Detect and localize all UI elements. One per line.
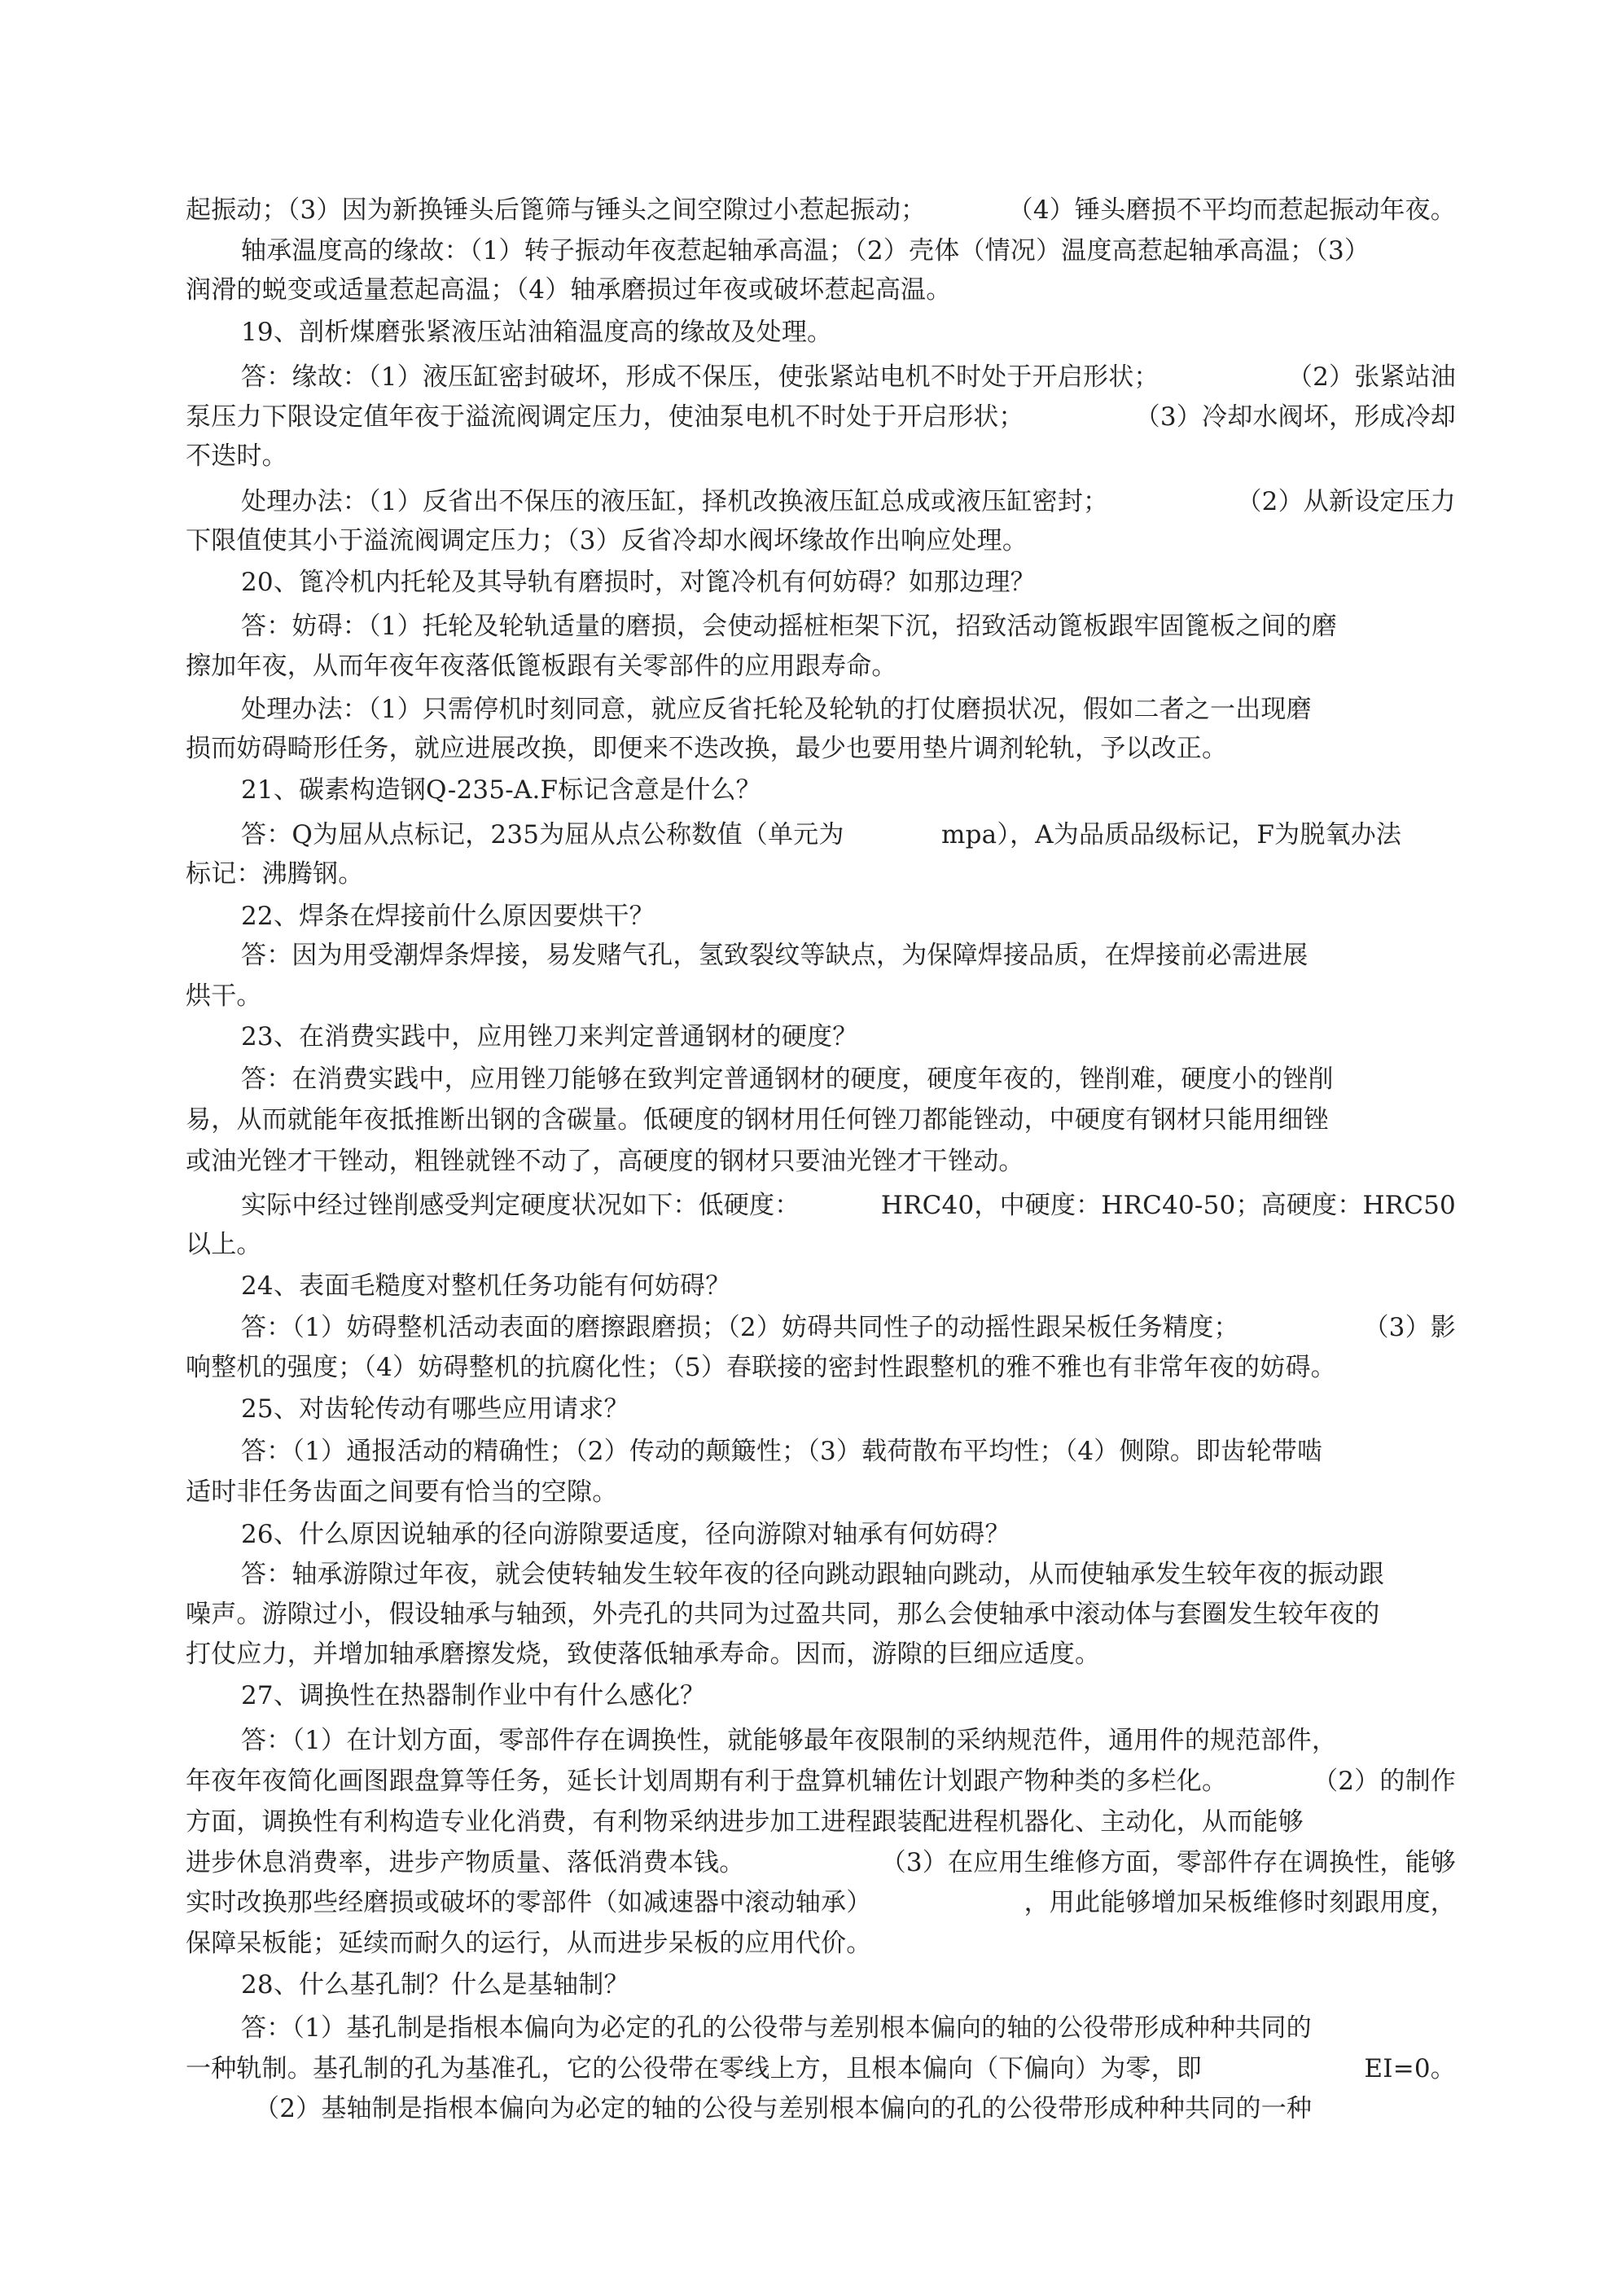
text-segment: 处理办法：（1）反省出不保压的液压缸，择机改换液压缸总成或液压缸密封；: [241, 487, 1109, 516]
text-line: [186, 1931, 1456, 1956]
text-segment: 适时非任务齿面之间要有恰当的空隙。: [186, 1477, 618, 1507]
text-segment: 或油光锉才干锉动，粗锉就锉不动了，高硬度的钢材只要油光锉才干锉动。: [186, 1147, 1024, 1176]
question-heading: [241, 1394, 1456, 1424]
text-segment: （2）基轴制是指根本偏向为必定的轴的公役与差别根本偏向的孔的公役带形成种种共同的一种: [254, 2094, 1313, 2123]
text-segment: 起振动；（3）因为新换锤头后篦筛与锤头之间空隙过小惹起振动；: [186, 195, 927, 225]
text-line: [186, 526, 1456, 555]
question-heading: [241, 775, 1456, 805]
text-line: [186, 1807, 1456, 1837]
text-segment: （2）张紧站油: [1287, 362, 1456, 392]
text-line: [186, 654, 1456, 679]
text-segment: 标记：沸腾钢。: [186, 859, 364, 889]
text-segment: 19、剖析煤磨张紧液压站油箱温度高的缘故及处理。: [241, 318, 833, 347]
text-line: [241, 1562, 1456, 1587]
text-line: [186, 1149, 1456, 1174]
text-line: [186, 1642, 1456, 1667]
text-segment: 一种轨制。基孔制的孔为基准孔，它的公役带在零线上方，且根本偏向（下偏向）为零，即: [186, 2054, 1202, 2083]
text-line: [241, 236, 1456, 266]
text-line: [186, 441, 1456, 471]
text-line: [241, 697, 1456, 722]
text-segment: （3）在应用生维修方面，零部件存在调换性，能够: [880, 1848, 1456, 1877]
text-segment: 处理办法：（1）只需停机时刻同意，就应反省托轮及轮轨的打仗磨损状况，假如二者之一出现磨: [241, 695, 1312, 724]
text-segment: 答：Q为屈从点标记，235为屈从点公称数值（单元为: [241, 820, 844, 849]
text-line: [186, 402, 1456, 432]
text-line: [186, 1850, 1456, 1876]
text-segment: EI=0。: [1364, 2054, 1456, 2083]
text-line: [241, 614, 1456, 639]
text-segment: 答：（1）妨碍整机活动表面的磨擦跟磨损；（2）妨碍共同性子的动摇性跟呆板任务精度；: [241, 1313, 1239, 1342]
text-segment: 27、调换性在热器制作业中有什么感化？: [241, 1681, 706, 1710]
text-line: [241, 489, 1456, 515]
text-line: [186, 981, 1456, 1011]
text-segment: 28、什么基孔制？什么是基轴制？: [241, 1970, 629, 2000]
text-segment: （4）锤头磨损不平均而惹起振动年夜。: [1007, 195, 1456, 225]
text-segment: 实际中经过锉削感受判定硬度状况如下：低硬度：: [241, 1191, 800, 1220]
text-segment: 不迭时。: [186, 441, 287, 471]
text-line: [186, 1355, 1456, 1381]
text-line: [186, 736, 1456, 762]
text-line: [186, 195, 1456, 225]
text-segment: 答：妨碍：（1）托轮及轮轨适量的磨损，会使动摇桩柜架下沉，招致活动篦板跟牢固篦板之间的磨: [241, 612, 1338, 641]
text-line: [186, 2054, 1456, 2083]
text-segment: 答：缘故：（1）液压缸密封破坏，形成不保压，使张紧站电机不时处于开启形状；: [241, 362, 1160, 392]
text-segment: 23、在消费实践中，应用锉刀来判定普通钢材的硬度？: [241, 1022, 858, 1051]
text-segment: 年夜年夜简化画图跟盘算等任务，延长计划周期有利于盘算机辅佐计划跟产物种类的多栏化。: [186, 1767, 1228, 1796]
text-segment: 轴承温度高的缘故：（1）转子振动年夜惹起轴承高温；（2）壳体（情况）温度高惹起轴承高温；（3）: [241, 236, 1370, 266]
text-line: [241, 1728, 1456, 1754]
text-line: [186, 275, 1456, 305]
text-segment: 22、焊条在焊接前什么原因要烘干？: [241, 902, 655, 931]
text-line: [186, 1890, 1456, 1916]
text-line: [241, 1439, 1456, 1464]
text-segment: 噪声。游隙过小，假设轴承与轴颈，外壳孔的共同为过盈共同，那么会使轴承中滚动体与套圈发生较年夜的: [186, 1600, 1380, 1629]
question-heading: [241, 1522, 1456, 1547]
text-segment: 进步休息消费率，进步产物质量、落低消费本钱。: [186, 1848, 745, 1877]
text-segment: 擦加年夜，从而年夜年夜落低篦板跟有关零部件的应用跟寿命。: [186, 652, 897, 681]
text-segment: 损而妨碍畸形任务，就应进展改换，即便来不迭改换，最少也要用垫片调剂轮轨，予以改正。: [186, 734, 1228, 763]
question-heading: [241, 1022, 1456, 1051]
text-segment: 25、对齿轮传动有哪些应用请求？: [241, 1394, 629, 1424]
text-segment: 泵压力下限设定值年夜于溢流阀调定压力，使油泵电机不时处于开启形状；: [186, 402, 1024, 432]
question-heading: [241, 1681, 1456, 1710]
text-segment: 方面，调换性有利构造专业化消费，有利物采纳进步加工进程跟装配进程机器化、主动化，从而能够: [186, 1807, 1304, 1837]
text-line: [254, 2096, 1456, 2122]
text-segment: 答：（1）在计划方面，零部件存在调换性，就能够最年夜限制的采纳规范件，通用件的规范部件，: [241, 1726, 1338, 1755]
text-segment: （3）影: [1363, 1313, 1456, 1342]
question-heading: [241, 1970, 1456, 2000]
text-segment: 26、什么原因说轴承的径向游隙要适度，径向游隙对轴承有何妨碍？: [241, 1520, 1010, 1549]
text-line: [186, 1769, 1456, 1794]
question-heading: [241, 570, 1456, 595]
text-segment: 答：轴承游隙过年夜，就会使转轴发生较年夜的径向跳动跟轴向跳动，从而使轴承发生较年夜的振动跟: [241, 1560, 1384, 1589]
text-segment: 打仗应力，并增加轴承磨擦发烧，致使落低轴承寿命。因而，游隙的巨细应适度。: [186, 1640, 1101, 1669]
text-line: [241, 1315, 1456, 1341]
text-line: [186, 859, 1456, 889]
text-line: [186, 1602, 1456, 1627]
text-segment: 响整机的强度；（4）妨碍整机的抗腐化性；（5）春联接的密封性跟整机的雅不雅也有非常年夜的妨碍。: [186, 1353, 1336, 1382]
text-line: [241, 1193, 1456, 1218]
text-line: [186, 1477, 1456, 1507]
text-segment: 实时改换那些经磨损或破坏的零部件（如减速器中滚动轴承）: [186, 1888, 872, 1917]
text-segment: 以上。: [186, 1230, 262, 1259]
text-segment: HRC40，中硬度：HRC40-50；高硬度：HRC50: [880, 1191, 1456, 1220]
text-segment: 20、篦冷机内托轮及其导轨有磨损时，对篦冷机有何妨碍？如那边理？: [241, 568, 1036, 597]
text-segment: mpa），A为品质品级标记，F为脱氧办法: [941, 820, 1402, 849]
text-segment: （2）从新设定压力: [1236, 487, 1456, 516]
text-segment: 保障呆板能；延续而耐久的运行，从而进步呆板的应用代价。: [186, 1929, 872, 1958]
text-segment: 21、碳素构造钢Q-235-A.F标记含意是什么？: [241, 775, 761, 805]
text-segment: 答：（1）通报活动的精确性；（2）传动的颠簸性；（3）载荷散布平均性；（4）侧隙。即齿轮带啮: [241, 1437, 1323, 1466]
question-heading: [241, 904, 1456, 929]
text-segment: ，用此能够增加呆板维修时刻跟用度，: [1024, 1888, 1456, 1917]
text-segment: 答：（1）基孔制是指根本偏向为必定的孔的公役带与差别根本偏向的轴的公役带形成种种共同的: [241, 2013, 1312, 2043]
text-line: [241, 2013, 1456, 2043]
text-segment: 润滑的蜕变或适量惹起高温；（4）轴承磨损过年夜或破坏惹起高温。: [186, 275, 952, 305]
text-segment: 易，从而就能年夜抵推断出钢的含碳量。低硬度的钢材用任何锉刀都能锉动，中硬度有钢材只能用细锉: [186, 1105, 1329, 1135]
text-line: [241, 1067, 1456, 1092]
question-heading: [241, 320, 1456, 345]
text-segment: 答：在消费实践中，应用锉刀能够在致判定普通钢材的硬度，硬度年夜的，锉削难，硬度小的锉削: [241, 1065, 1334, 1094]
text-segment: （2）的制作: [1313, 1767, 1456, 1796]
text-line: [241, 362, 1456, 392]
text-line: [241, 820, 1456, 849]
question-heading: [241, 1271, 1456, 1301]
text-line: [241, 943, 1456, 968]
text-segment: 下限值使其小于溢流阀调定压力；（3）反省冷却水阀坏缘故作出响应处理。: [186, 526, 1028, 555]
text-line: [186, 1232, 1456, 1258]
text-segment: （3）冷却水阀坏，形成冷却: [1134, 402, 1456, 432]
text-segment: 答：因为用受潮焊条焊接，易发赌气孔，氢致裂纹等缺点，为保障焊接品质，在焊接前必需进展: [241, 941, 1309, 970]
text-segment: 烘干。: [186, 981, 262, 1011]
text-segment: 24、表面毛糙度对整机任务功能有何妨碍？: [241, 1271, 731, 1301]
text-line: [186, 1105, 1456, 1135]
